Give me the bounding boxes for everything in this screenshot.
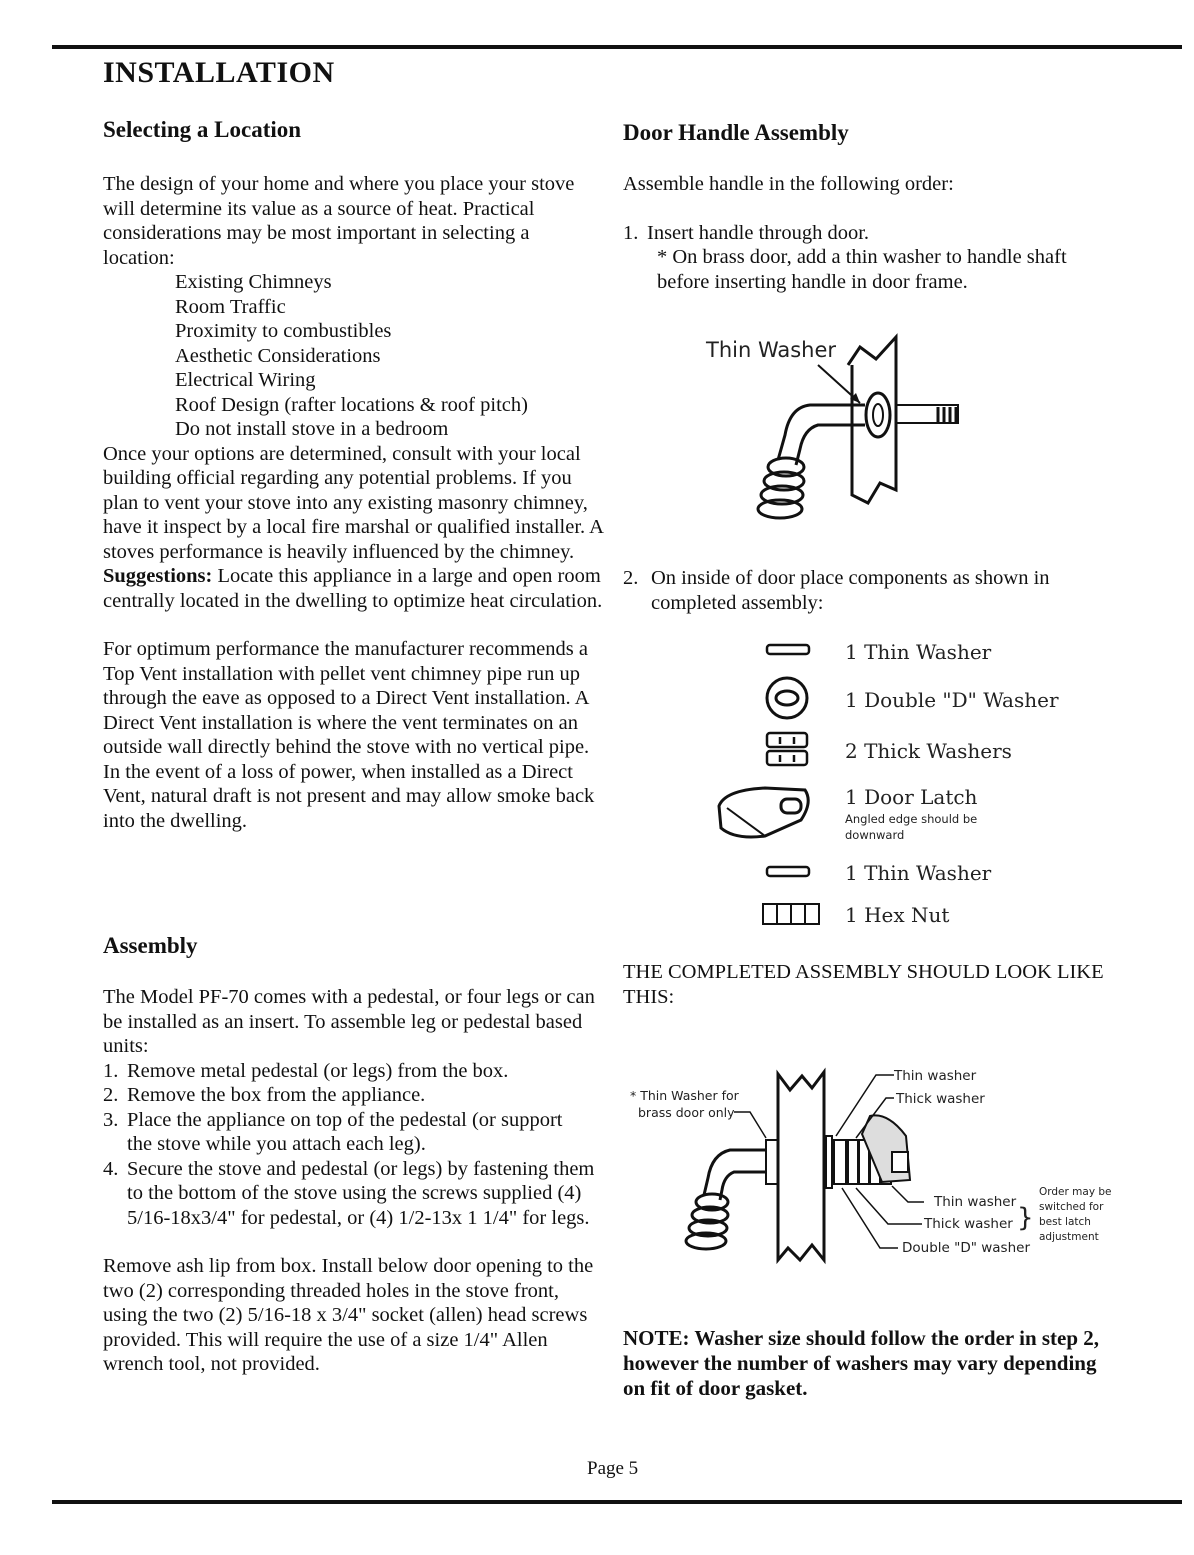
handle-thin-washer-figure (700, 325, 980, 525)
assembly-section (103, 985, 603, 1377)
list-item (103, 1108, 603, 1157)
hex-nut (892, 1152, 908, 1172)
thread-marks (938, 407, 956, 422)
thin-washer-bottom-label: Thin washer (934, 1194, 1017, 1210)
list-item: Room Traffic (175, 295, 286, 318)
list-item (623, 221, 1103, 246)
ash-lip-paragraph: Remove ash lip from box. Install below door opening to the two (2) corresponding threaded holes in the stove front, using the two (2) 5/16-18 x 3/4" socket (allen) head screws provided. This will require the use of a size 1/4" Allen wrench tool, not provided. (103, 1255, 594, 1375)
suggestions-text: Locate this appliance in a large and open room centrally located in the dwelling to optimize heat circulation. (103, 565, 603, 612)
step-2-section (623, 566, 1103, 615)
component-icons (705, 630, 835, 930)
latch-note: Angled edge should be downward (845, 812, 978, 842)
handle-arm (796, 425, 865, 465)
double-d-washer-label: Double "D" washer (902, 1240, 1030, 1256)
handle-arm (720, 1172, 766, 1200)
page-title: INSTALLATION (103, 56, 335, 89)
chimney-paragraph: Once your options are determined, consult with your local building official regarding any potential problems. If you plan to vent your stove into any existing masonry chimney, have it inspect by a local fire marshal or qualified installer. A stoves performance is heavily influenced by the chimney. (103, 442, 603, 563)
brass-thin-washer (766, 1140, 778, 1184)
component-thin-washer: 1 Thin Washer (845, 640, 992, 664)
list-item: Proximity to combustibles (175, 320, 392, 342)
thin-washer-icon (767, 867, 809, 876)
washer-note: NOTE: Washer size should follow the order in step 2, however the number of washers may vary depending on fit of door gasket. (623, 1326, 1100, 1400)
step-text: Secure the stove and pedestal (or legs) by fastening them to the bottom of the stove using the screws supplied (4) 5/16-18x3/4" for pedestal, or (4) 1/2-13x 1 1/4" for legs. (127, 1157, 595, 1229)
door-handle-heading: Door Handle Assembly (623, 120, 849, 145)
assembly-heading: Assembly (103, 933, 198, 958)
completed-assembly-caption: THE COMPLETED ASSEMBLY SHOULD LOOK LIKE THIS: (623, 961, 1104, 1008)
thick-washer-top-label: Thick washer (896, 1091, 985, 1107)
step-number: 2. (103, 1084, 119, 1106)
thin-washer-top-label: Thin washer (894, 1068, 977, 1084)
step-number: 4. (103, 1157, 119, 1180)
order-note-line: switched for (1039, 1201, 1104, 1213)
step-text: Insert handle through door. (647, 221, 870, 244)
list-item (623, 566, 1103, 615)
brass-door-note: * On brass door, add a thin washer to handle shaft before inserting handle in door frame. (657, 246, 1067, 293)
component-hex-nut: 1 Hex Nut (845, 903, 950, 927)
door-frame-section (778, 1072, 824, 1260)
list-item: Do not install stove in a bedroom (175, 418, 449, 440)
list-item (103, 1059, 603, 1084)
hex-nut-icon (763, 904, 819, 924)
completed-assembly-caption-block (623, 960, 1113, 1009)
bottom-rule (52, 1500, 1182, 1504)
door-handle-intro: Assemble handle in the following order: (623, 173, 954, 195)
thin-washer (866, 393, 890, 437)
optimum-paragraph: For optimum performance the manufacturer recommends a Top Vent installation with pellet vent chimney pipe run up through the eave as opposed to a Direct Vent installation. A Direct Vent installation is where the vent terminates on an outside wall directly behind the stove with no vertical pipe. In the event of a loss of power, when installed as a Direct Vent, natural draft is not present and may allow smoke back into the dwelling. (103, 638, 595, 832)
list-item: Aesthetic Considerations (175, 344, 381, 367)
list-item: Electrical Wiring (175, 369, 316, 391)
order-note-line: best latch (1039, 1216, 1091, 1228)
thin-washer (826, 1136, 832, 1188)
double-d-washer-icon (767, 678, 807, 718)
thick-washer-bottom-label: Thick washer (924, 1216, 1013, 1232)
brass-note-label-2: brass door only (638, 1105, 735, 1120)
component-door-latch: 1 Door Latch (845, 785, 978, 809)
top-rule (52, 45, 1182, 49)
door-handle-intro-section (623, 172, 1103, 294)
step-number: 3. (103, 1108, 119, 1131)
completed-assembly-figure (630, 1060, 1120, 1275)
suggestions-paragraph (103, 564, 603, 613)
step-text: Remove the box from the appliance. (127, 1084, 426, 1106)
order-note-line: adjustment (1039, 1231, 1099, 1243)
brass-note-label: * Thin Washer for (630, 1088, 739, 1103)
list-item: Roof Design (rafter locations & roof pitch) (175, 393, 528, 416)
step-text: Remove metal pedestal (or legs) from the box. (127, 1059, 509, 1082)
location-considerations-list (103, 270, 603, 442)
assembly-intro: The Model PF-70 comes with a pedestal, or four legs or can be installed as an insert. To assemble leg or pedestal based units: (103, 986, 595, 1057)
component-thick-washers: 2 Thick Washers (845, 739, 1012, 763)
thin-washer-label: Thin Washer (706, 338, 837, 362)
suggestions-label: Suggestions: (103, 565, 213, 587)
thin-washer-icon (767, 645, 809, 654)
coil-grip (686, 1194, 728, 1249)
list-item (103, 1157, 603, 1231)
selecting-location-heading: Selecting a Location (103, 117, 302, 142)
bracket-brace: } (1017, 1203, 1034, 1233)
step-number: 1. (623, 221, 639, 244)
selecting-location-section (103, 172, 603, 833)
page-number: Page 5 (587, 1458, 639, 1479)
step-text: On inside of door place components as shown in completed assembly: (651, 567, 1050, 614)
thick-washers-icon (767, 733, 807, 765)
component-double-d-washer: 1 Double "D" Washer (845, 688, 1059, 712)
selecting-intro: The design of your home and where you place your stove will determine its value as a source of heat. Practical considerations may be most important in selecting a location: (103, 173, 575, 269)
step-text: Place the appliance on top of the pedestal (or support the stove while you attach each leg). (127, 1108, 563, 1155)
list-item (103, 1083, 603, 1108)
component-thin-washer: 1 Thin Washer (845, 861, 992, 885)
step-number: 2. (623, 567, 639, 589)
step-number: 1. (103, 1059, 119, 1082)
double-d-washer (834, 1140, 846, 1184)
coil-grip (758, 458, 804, 518)
list-item: Existing Chimneys (175, 271, 332, 293)
order-note-line: Order may be (1039, 1186, 1112, 1198)
